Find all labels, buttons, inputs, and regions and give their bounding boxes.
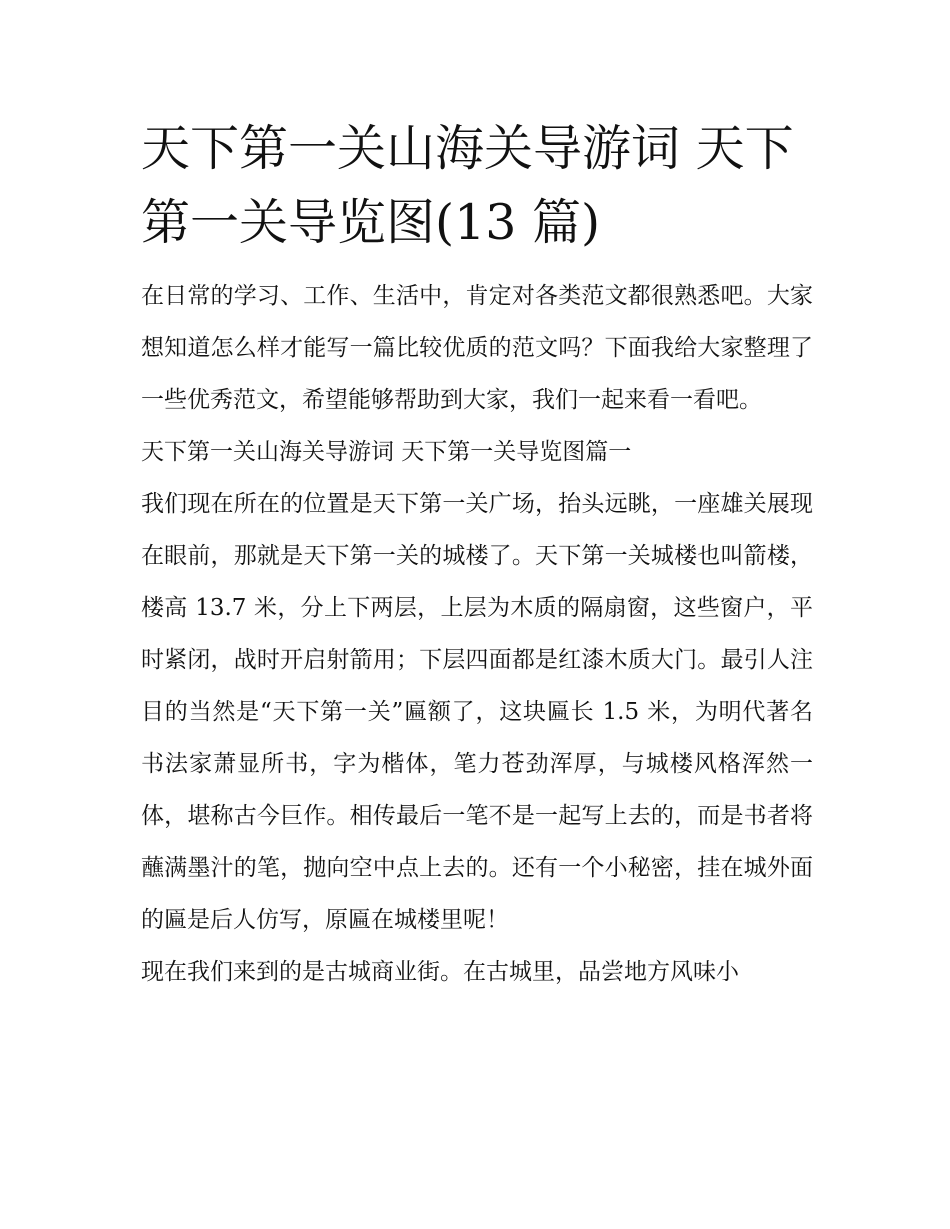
intro-paragraph: 在日常的学习、工作、生活中，肯定对各类范文都很熟悉吧。大家想知道怎么样才能写一篇比较优质的范文吗？下面我给大家整理了一些优秀范文，希望能够帮助到大家，我们一起来看一看吧。 — [141, 283, 813, 413]
body-paragraph: 现在我们来到的是古城商业街。在古城里，品尝地方风味小 — [141, 959, 739, 985]
document-body — [141, 112, 813, 998]
section-heading: 天下第一关山海关导游词 天下第一关导览图篇一 — [141, 439, 632, 465]
document-title: 天下第一关山海关导游词 天下第一关导览图(13 篇) — [141, 120, 794, 251]
body-paragraph: 我们现在所在的位置是天下第一关广场，抬头远眺，一座雄关展现在眼前，那就是天下第一关的城楼了。天下第一关城楼也叫箭楼，楼高 13.7 米，分上下两层，上层为木质的隔扇窗，这些窗户，平时紧闭，战时开启射箭用；下层四面都是红漆木质大门。最引人注目的当然是“天下第一关”匾额了，这块匾长 1.5 米，为明代著名书法家萧显所书，字为楷体，笔力苍劲浑厚，与城楼风格浑然一体，堪称古今巨作。相传最后一笔不是一起写上去的，而是书者将蘸满墨汁的笔，抛向空中点上去的。还有一个小秘密，挂在城外面的匾是后人仿写，原匾在城楼里呢！ — [141, 491, 813, 933]
